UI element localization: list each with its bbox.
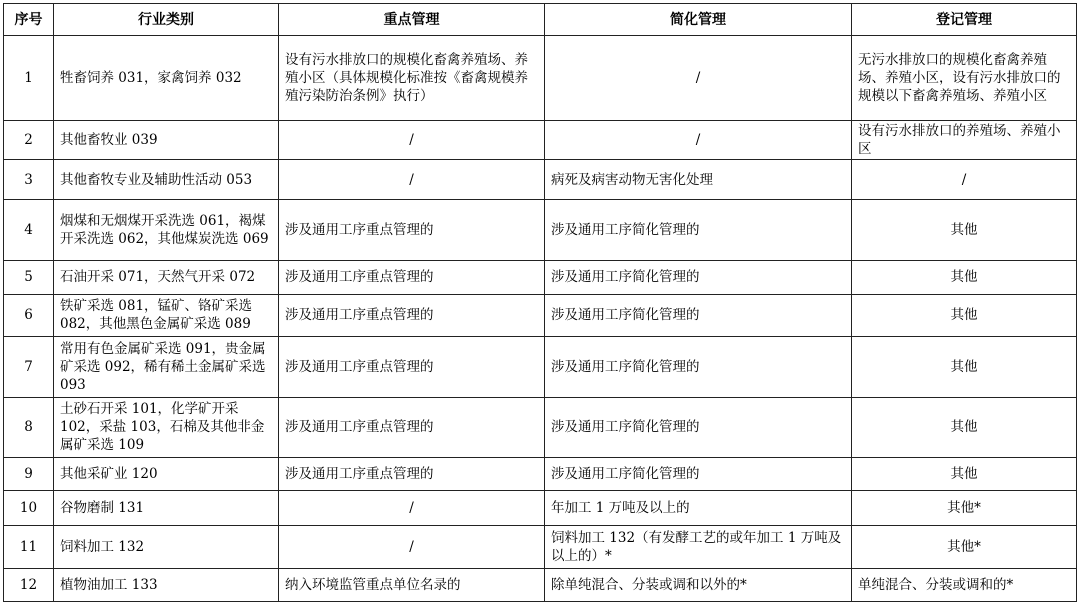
industry-category: 烟煤和无烟煤开采洗选 061，褐煤开采洗选 062，其他煤炭洗选 069	[54, 200, 279, 260]
registration-management-cell: 其他*	[852, 526, 1077, 568]
simplified-management-cell: /	[545, 36, 852, 121]
key-management-cell: /	[279, 491, 545, 526]
table-row	[4, 568, 1077, 601]
row-number: 4	[4, 200, 54, 260]
simplified-management-cell: 涉及通用工序简化管理的	[545, 294, 852, 336]
header-key-management: 重点管理	[279, 4, 545, 36]
table-row	[4, 491, 1077, 526]
industry-category: 其他采矿业 120	[54, 457, 279, 490]
registration-management-cell: /	[852, 159, 1077, 199]
simplified-management-cell: 涉及通用工序简化管理的	[545, 337, 852, 397]
table-row	[4, 260, 1077, 294]
simplified-management-cell: 涉及通用工序简化管理的	[545, 457, 852, 490]
simplified-management-cell: 年加工 1 万吨及以上的	[545, 491, 852, 526]
key-management-cell: /	[279, 526, 545, 568]
row-number: 2	[4, 120, 54, 159]
row-number: 5	[4, 260, 54, 294]
registration-management-cell: 设有污水排放口的养殖场、养殖小区	[852, 120, 1077, 159]
header-simplified-management: 简化管理	[545, 4, 852, 36]
table-row	[4, 526, 1077, 568]
row-number: 10	[4, 491, 54, 526]
industry-category: 铁矿采选 081，锰矿、铬矿采选 082，其他黑色金属矿采选 089	[54, 294, 279, 336]
industry-category: 石油开采 071，天然气开采 072	[54, 260, 279, 294]
industry-category: 植物油加工 133	[54, 568, 279, 601]
registration-management-cell: 无污水排放口的规模化畜禽养殖场、养殖小区，设有污水排放口的规模以下畜禽养殖场、养殖小区	[852, 36, 1077, 121]
header-row	[4, 4, 1077, 36]
industry-category: 谷物磨制 131	[54, 491, 279, 526]
table-row	[4, 457, 1077, 490]
industry-category: 土砂石开采 101，化学矿开采 102，采盐 103，石棉及其他非金属矿采选 109	[54, 397, 279, 457]
industry-category: 牲畜饲养 031，家禽饲养 032	[54, 36, 279, 121]
simplified-management-cell: 涉及通用工序简化管理的	[545, 200, 852, 260]
row-number: 1	[4, 36, 54, 121]
table-row	[4, 294, 1077, 336]
simplified-management-cell: 病死及病害动物无害化处理	[545, 159, 852, 199]
row-number: 9	[4, 457, 54, 490]
industry-category: 其他畜牧业 039	[54, 120, 279, 159]
key-management-cell: 涉及通用工序重点管理的	[279, 200, 545, 260]
header-registration-management: 登记管理	[852, 4, 1077, 36]
table-row	[4, 120, 1077, 159]
registration-management-cell: 其他*	[852, 491, 1077, 526]
key-management-cell: 涉及通用工序重点管理的	[279, 260, 545, 294]
simplified-management-cell: /	[545, 120, 852, 159]
simplified-management-cell: 涉及通用工序简化管理的	[545, 397, 852, 457]
registration-management-cell: 其他	[852, 260, 1077, 294]
row-number: 3	[4, 159, 54, 199]
table-row	[4, 36, 1077, 121]
table-row	[4, 337, 1077, 397]
row-number: 11	[4, 526, 54, 568]
header-no: 序号	[4, 4, 54, 36]
registration-management-cell: 其他	[852, 294, 1077, 336]
simplified-management-cell: 除单纯混合、分装或调和以外的*	[545, 568, 852, 601]
simplified-management-cell: 涉及通用工序简化管理的	[545, 260, 852, 294]
key-management-cell: /	[279, 159, 545, 199]
registration-management-cell: 其他	[852, 457, 1077, 490]
row-number: 6	[4, 294, 54, 336]
table-row	[4, 159, 1077, 199]
simplified-management-cell: 饲料加工 132（有发酵工艺的或年加工 1 万吨及以上的）*	[545, 526, 852, 568]
industry-category: 其他畜牧专业及辅助性活动 053	[54, 159, 279, 199]
registration-management-cell: 其他	[852, 337, 1077, 397]
header-category: 行业类别	[54, 4, 279, 36]
row-number: 8	[4, 397, 54, 457]
table-row	[4, 200, 1077, 260]
table-row	[4, 397, 1077, 457]
key-management-cell: 涉及通用工序重点管理的	[279, 457, 545, 490]
registration-management-cell: 单纯混合、分装或调和的*	[852, 568, 1077, 601]
key-management-cell: /	[279, 120, 545, 159]
industry-category: 饲料加工 132	[54, 526, 279, 568]
registration-management-cell: 其他	[852, 200, 1077, 260]
key-management-cell: 涉及通用工序重点管理的	[279, 294, 545, 336]
key-management-cell: 纳入环境监管重点单位名录的	[279, 568, 545, 601]
registration-management-cell: 其他	[852, 397, 1077, 457]
industry-category: 常用有色金属矿采选 091，贵金属矿采选 092，稀有稀土金属矿采选 093	[54, 337, 279, 397]
key-management-cell: 涉及通用工序重点管理的	[279, 397, 545, 457]
key-management-cell: 涉及通用工序重点管理的	[279, 337, 545, 397]
row-number: 12	[4, 568, 54, 601]
permit-management-table	[3, 3, 1077, 602]
row-number: 7	[4, 337, 54, 397]
key-management-cell: 设有污水排放口的规模化畜禽养殖场、养殖小区（具体规模化标准按《畜禽规模养殖污染防治条例》执行）	[279, 36, 545, 121]
